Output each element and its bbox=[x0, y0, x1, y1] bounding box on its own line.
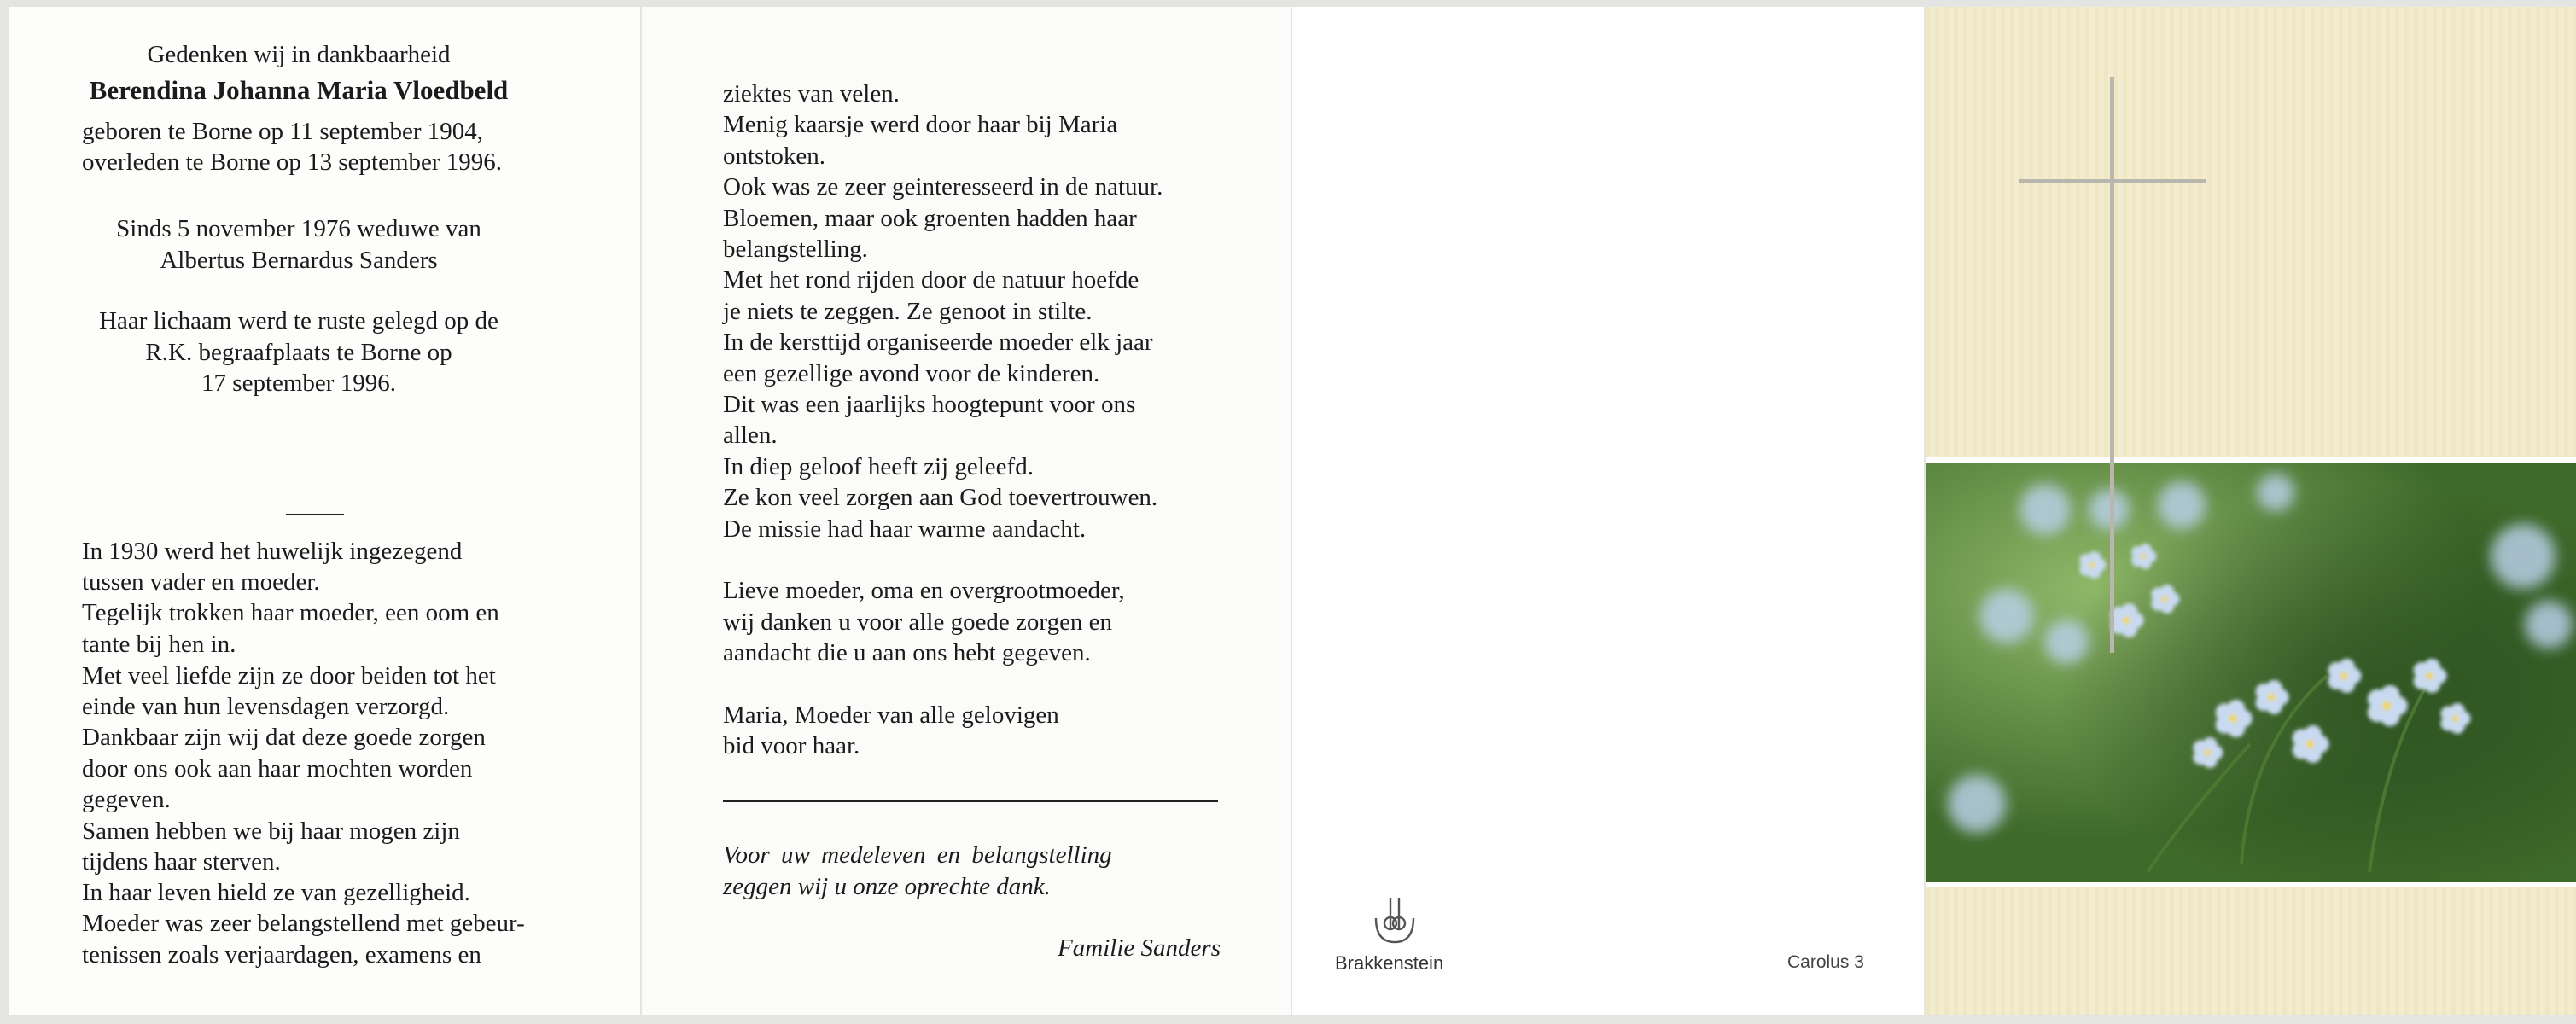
back-panel bbox=[1292, 7, 1924, 1015]
short-divider bbox=[286, 514, 344, 515]
birth-line: geboren te Borne op 11 september 1904, bbox=[82, 118, 484, 145]
cross-horizontal-bar bbox=[2019, 179, 2206, 183]
prayer-line: bid voor haar. bbox=[723, 732, 860, 759]
burial-line-1: Haar lichaam werd te ruste gelegd op de bbox=[99, 307, 498, 335]
body-line: Met veel liefde zijn ze door beiden tot het bbox=[82, 662, 496, 689]
body-line: Samen hebben we bij haar mogen zijn bbox=[82, 817, 460, 845]
body-line: ziektes van velen. bbox=[723, 80, 900, 108]
body-line: Dankbaar zijn wij dat deze goede zorgen bbox=[82, 724, 486, 751]
burial-line-2: R.K. begraafplaats te Borne op bbox=[145, 339, 452, 366]
body-line: tenissen zoals verjaardagen, examens en bbox=[82, 941, 481, 969]
body-line: Tegelijk trokken haar moeder, een oom en bbox=[82, 599, 499, 626]
death-line: overleden te Borne op 13 september 1996. bbox=[82, 148, 503, 176]
thanks-line: zeggen wij u onze oprechte dank. bbox=[723, 873, 1051, 900]
cross-vertical-bar bbox=[2110, 77, 2114, 653]
thanks-line: Voor uw medeleven en belangstelling bbox=[723, 841, 1112, 869]
body-line: Moeder was zeer belangstellend met gebeur- bbox=[82, 910, 525, 937]
body-line: tussen vader en moeder. bbox=[82, 568, 320, 596]
widow-line-1: Sinds 5 november 1976 weduwe van bbox=[116, 215, 481, 242]
body-line: Met het rond rijden door de natuur hoefde bbox=[723, 266, 1139, 294]
farewell-line: aandacht die u aan ons hebt gegeven. bbox=[723, 639, 1091, 666]
forget-me-not-flowers-photo bbox=[1926, 457, 2576, 887]
body-line: een gezellige avond voor de kinderen. bbox=[723, 360, 1100, 387]
body-line: tijdens haar sterven. bbox=[82, 848, 281, 876]
memorial-heading: Gedenken wij in dankbaarheid bbox=[147, 41, 451, 68]
burial-line-3: 17 september 1996. bbox=[201, 369, 396, 397]
body-line: einde van hun levensdagen verzorgd. bbox=[82, 693, 450, 720]
deceased-name: Berendina Johanna Maria Vloedbeld bbox=[89, 75, 509, 105]
body-line: De missie had haar warme aandacht. bbox=[723, 515, 1087, 543]
body-line: In diep geloof heeft zij geleefd. bbox=[723, 453, 1034, 480]
body-line: Dit was een jaarlijks hoogtepunt voor ons bbox=[723, 391, 1136, 418]
body-line: Ze kon veel zorgen aan God toevertrouwen. bbox=[723, 484, 1158, 511]
farewell-line: wij danken u voor alle goede zorgen en bbox=[723, 608, 1113, 636]
body-line: gegeven. bbox=[82, 786, 171, 813]
signature-divider bbox=[723, 800, 1218, 802]
body-line: In de kersttijd organiseerde moeder elk jaar bbox=[723, 329, 1153, 356]
body-line: tante bij hen in. bbox=[82, 631, 236, 658]
prayer-line: Maria, Moeder van alle gelovigen bbox=[723, 701, 1059, 729]
left-text-panel bbox=[9, 7, 640, 1015]
body-line: In haar leven hield ze van gezelligheid. bbox=[82, 879, 470, 906]
cover-panel bbox=[1926, 7, 2576, 1015]
right-text-panel bbox=[642, 7, 1291, 1015]
body-line: Ook was ze zeer geinteresseerd in de natuur. bbox=[723, 173, 1163, 201]
publisher-name: Brakkenstein bbox=[1335, 952, 1444, 974]
body-line: allen. bbox=[723, 422, 778, 449]
card-series: Carolus 3 bbox=[1787, 952, 1864, 972]
body-line: ontstoken. bbox=[723, 143, 826, 170]
family-signature: Familie Sanders bbox=[1058, 934, 1221, 962]
brakkenstein-logo-icon bbox=[1369, 894, 1422, 949]
body-line: In 1930 werd het huwelijk ingezegend bbox=[82, 538, 463, 565]
farewell-line: Lieve moeder, oma en overgrootmoeder, bbox=[723, 577, 1125, 604]
body-line: belangstelling. bbox=[723, 236, 868, 263]
widow-line-2: Albertus Bernardus Sanders bbox=[160, 247, 438, 274]
body-line: je niets te zeggen. Ze genoot in stilte. bbox=[723, 298, 1093, 325]
body-line: Bloemen, maar ook groenten hadden haar bbox=[723, 205, 1137, 232]
body-line: door ons ook aan haar mochten worden bbox=[82, 755, 473, 783]
body-line: Menig kaarsje werd door haar bij Maria bbox=[723, 111, 1118, 138]
